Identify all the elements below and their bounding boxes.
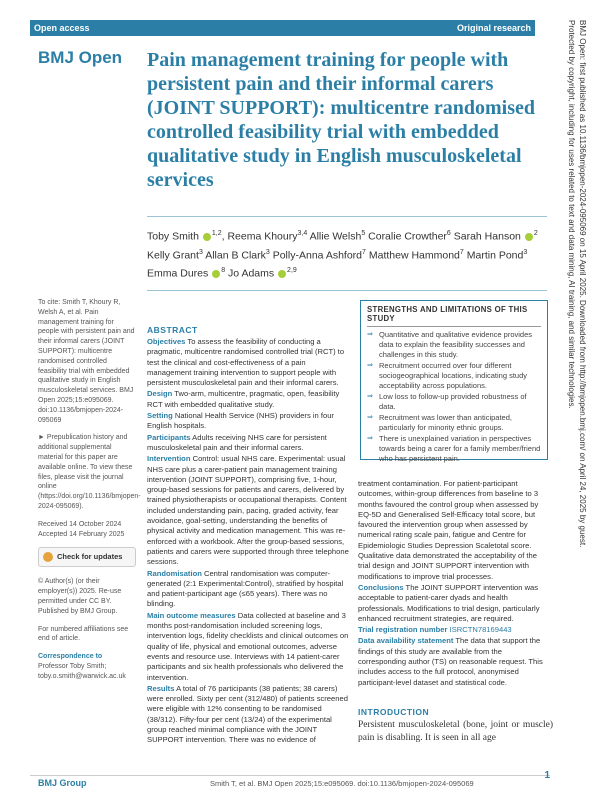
copyright-text: © Author(s) (or their employer(s)) 2025. Re-use permitted under CC BY. Published by BMJ Group. <box>38 578 122 615</box>
author-affiliation: 7 <box>362 248 366 256</box>
author-name: Coralie Crowther <box>368 230 447 243</box>
abstract-section-label: Participants <box>147 432 191 442</box>
abstract-section <box>147 411 349 432</box>
journal-logo[interactable]: BMJ Open <box>38 48 123 67</box>
author-name: Toby Smith <box>147 230 199 243</box>
author-affiliation: 3,4 <box>297 230 308 237</box>
abstract-section-text: Adults receiving NHS care for persistent musculoskeletal pain and their informal carers. <box>147 432 327 452</box>
side-download-notice <box>560 20 590 780</box>
author-affiliation: 3 <box>265 248 270 256</box>
open-access-label: Open access <box>34 23 90 33</box>
abstract-section <box>147 389 349 410</box>
author-affiliation: 6 <box>446 230 451 237</box>
results-continued: treatment contamination. For patient-participant outcomes, within-group differences from baseline to 3 months favoured the control group when assessed by EQ-5D and Generalised Self-Efficacy total score, but favoured the intervention group when assessed by numerical rating scale pain, fatigue and Centre for Epidemiologic Studies Depression Scaletotal score. Qualitative data demonstrated the acceptability of the trial design and JOINT SUPPORT intervention with modifications to improve trial processes. <box>358 479 539 581</box>
abstract-section-label: Randomisation <box>147 568 202 578</box>
author-name: Kelly Grant <box>147 249 199 261</box>
received-date: Received 14 October 2024 <box>38 520 122 528</box>
abstract-section <box>147 611 349 683</box>
author-list: Toby Smith $^{1,2}$, Reema Khoury$^{3,4}$ Allie Welsh$^5$ Coralie Crowther$^6$ Sarah Hanson $^2$ Kelly Grant$^3$ Allan B Clark$^3$ Polly-Anna Ashford$^7$ Matthew Hammond$^7$ Martin Pond$^3$ Emma Dures $^8$ Jo Adams $^{2,9}$ <box>147 230 538 280</box>
abstract-section-text: Two-arm, multicentre, pragmatic, open, feasibility RCT with embedded qualitative study. <box>147 389 340 409</box>
bmj-group-logo: BMJ Group <box>38 778 87 788</box>
abstract-section-text: To assess the feasibility of conducting a pragmatic, multicentre randomised controlled trial (RCT) to test the clinical and cost-effectiveness of a pain management training intervention to support people with persistent musculoskeletal pain and their informal carers. <box>147 337 345 388</box>
author-affiliation: 3 <box>198 248 203 256</box>
abstract-section <box>147 454 349 567</box>
introduction-text: Persistent musculoskeletal (bone, joint or muscle) pain is disabling. It is seen in all age <box>358 720 553 743</box>
citation-text: To cite: Smith T, Khoury R, Welsh A, et al. Pain management training for people with persistent pain and their informal carers (JOINT SUPPORT): multicentre randomised controlled feasibility trial with embedded qualitative study in English musculoskeletal services. BMJ Open 2025;15:e095069. doi:10.1136/bmjopen-2024-095069 <box>38 299 135 424</box>
abstract-section-label: Intervention <box>147 454 191 464</box>
orcid-icon[interactable] <box>525 233 533 241</box>
strength-item: ⇒ Recruitment was lower than anticipated, particularly for minority ethnic groups. <box>367 413 541 433</box>
author-name: Reema Khoury <box>227 230 298 243</box>
abstract-section-text: Control: usual NHS care. Experimental: usual NHS care plus a carer-patient pain management training intervention (JOINT SUPPORT), comprising five, 1-hour, group-based sessions for patients and carers, delivered by trained physiotherapists or occupational therapists. Content included understanding pain, pacing, graded activity, fear avoidance, goal-setting, understanding the benefits of physical activity and medication management. This was re-enforced with a workbook. After the group-based sessions, patients and carers were supported through three telephone sessions. <box>147 454 349 567</box>
footer-citation: Smith T, et al. BMJ Open 2025;15:e095069. doi:10.1136/bmjopen-2024-095069 <box>210 779 474 788</box>
check-for-updates-button[interactable]: Check for updates <box>38 547 136 567</box>
author-name: Martin Pond <box>466 249 524 261</box>
author-affiliation: 7 <box>459 248 464 256</box>
orcid-icon[interactable] <box>278 270 286 278</box>
accepted-date: Accepted 14 February 2025 <box>38 530 125 538</box>
abstract-section-label: Design <box>147 389 173 399</box>
author-affiliation: 1,2 <box>211 230 222 237</box>
strengths-list <box>367 330 541 464</box>
abstract-heading: ABSTRACT <box>147 325 198 335</box>
author-name: Matthew Hammond <box>368 249 460 261</box>
article-sidebar <box>38 298 141 690</box>
orcid-icon[interactable] <box>203 233 211 241</box>
author-affiliation: 2 <box>533 230 538 237</box>
authors-divider <box>147 290 547 291</box>
author-name: Jo Adams <box>228 267 275 280</box>
abstract-section-label: Results <box>147 683 175 693</box>
abstract-section-label: Main outcome measures <box>147 610 236 620</box>
strength-item: ⇒ There is unexplained variation in perspectives towards being a carer for a family member/friend who has persistent pain. <box>367 434 541 464</box>
footer-divider <box>30 775 550 776</box>
side-notice-line-1[interactable]: BMJ Open: first published as 10.1136/bmjopen-2024-095069 on 15 April 2025. Downloaded from http://bmjopen.bmj.com/ on April 24, 2025 by guest. <box>578 20 587 548</box>
author-affiliation: 5 <box>361 230 366 237</box>
author-affiliation: 8 <box>221 267 226 274</box>
trial-registration-label: Trial registration number <box>358 625 448 635</box>
article-type-label: Original research <box>456 23 531 33</box>
check-updates-icon <box>43 552 53 562</box>
abstract-continued <box>358 479 550 689</box>
strength-item: ⇒ Quantitative and qualitative evidence provides data to explain the feasibility successes and challenges in this study. <box>367 330 541 360</box>
abstract-section <box>147 433 349 454</box>
header-bar <box>30 20 535 36</box>
orcid-icon[interactable] <box>212 270 220 278</box>
abstract-section-text: Central randomisation was computer-generated (2:1 Experimental:Control), stratified by hospital and patient-participant age (≤65 years). There was no blinding. <box>147 568 344 609</box>
strengths-heading: STRENGTHS AND LIMITATIONS OF THIS STUDY <box>367 305 541 327</box>
abstract-section-label: Objectives <box>147 337 186 346</box>
data-availability-text: The data that support the findings of this study are available from the corresponding author (TS) on reasonable request. This includes access to the full protocol, anonymised participant-level dataset and statistical code. <box>358 636 543 687</box>
author-name: Allie Welsh <box>309 230 362 243</box>
introduction-heading: INTRODUCTION <box>358 707 430 717</box>
abstract-body <box>147 337 349 747</box>
strength-item: ⇒ Recruitment occurred over four different sociogeographical locations, indicating study acceptability across populations. <box>367 361 541 391</box>
correspondence-body[interactable]: Professor Toby Smith; toby.o.smith@warwick.ac.uk <box>38 662 126 680</box>
abstract-section-label: Setting <box>147 411 173 421</box>
conclusions-text: The JOINT SUPPORT intervention was acceptable to patient-carer dyads and health professionals. Modifications to trial design, particularly enhanced recruitment strategies, are required. <box>358 582 540 623</box>
title-divider <box>147 216 547 217</box>
article-title: Pain management training for people with persistent pain and their informal carers (JOINT SUPPORT): multicentre randomised controlled feasibility trial with embedded qualitative study in English musculoskeletal services <box>147 49 535 191</box>
abstract-section <box>147 337 349 388</box>
abstract-section <box>147 569 349 610</box>
trial-registration-link[interactable]: ISRCTN78169443 <box>449 625 512 635</box>
author-name: Allan B Clark <box>205 249 266 261</box>
strengths-limitations-box <box>360 300 548 463</box>
author-name: Emma Dures <box>147 267 209 280</box>
author-affiliation: 3 <box>523 248 528 256</box>
correspondence-heading: Correspondence to <box>38 653 103 661</box>
affiliation-note: For numbered affiliations see end of article. <box>38 625 129 643</box>
page-number: 1 <box>544 770 550 781</box>
data-availability-label: Data availability statement <box>358 636 454 646</box>
abstract-section <box>147 684 349 746</box>
abstract-section-text: Data collected at baseline and 3 months post-randomisation included screening logs, intervention logs, fidelity checklists and clinical outcomes on quality of life, physical and emotional outcomes, adverse events and resource use. Interviews with 14 patient-carer participants and six health professionals who delivered the intervention. <box>147 610 349 682</box>
author-name: Sarah Hanson <box>453 230 521 243</box>
author-affiliation: 2,9 <box>287 267 297 274</box>
conclusions-label: Conclusions <box>358 582 404 592</box>
strength-item: ⇒ Low loss to follow-up provided robustness of data. <box>367 392 541 412</box>
side-notice-line-2: Protected by copyright, including for uses related to text and data mining, AI training, and similar technologies. <box>567 20 576 409</box>
abstract-section-text: National Health Service (NHS) providers in four English hospitals. <box>147 411 334 431</box>
abstract-section-text: A total of 76 participants (38 patients; 38 carers) were enrolled. Sixty per cent (312/480) of patients screened were eligible with 12% consenting to be randomised (38/312). Fifty-four per cent (13/24) of the experimental group reached minimal compliance with the JOINT SUPPORT intervention. There was no evidence of <box>147 683 348 745</box>
author-name: Polly-Anna Ashford <box>272 249 363 261</box>
prepublication-note[interactable]: ► Prepublication history and additional supplemental material for this paper are available online. To view these files, please visit the journal online (https://doi.org/10.1136/bmjopen-2024-095069). <box>38 434 141 510</box>
